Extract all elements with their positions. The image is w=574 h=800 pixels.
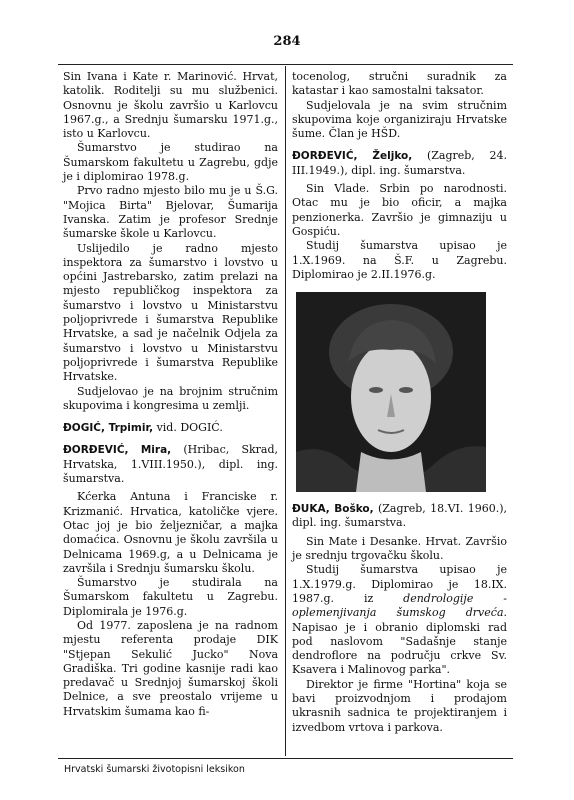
header-rule <box>58 64 513 65</box>
paragraph: Studij šumarstva upisao je 1.X.1969. na Š.F. u Zagrebu. Diplomirao je 2.II.1976.g. <box>292 239 507 281</box>
paragraph: Direktor je firme "Hortina" koja se bavi proizvodnjom i prodajom ukrasnih sadnica te projektiranjem i izvedbom vrtova i parkova. <box>292 677 507 734</box>
entry-name: ĐORĐEVIĆ, Željko, <box>292 150 413 163</box>
paragraph: Sudjelovala je na svim stručnim skupovima koje organiziraju Hrvatske šume. Član je HŠD. <box>292 98 507 141</box>
paragraph: Šumarstvo je studirao na Šumarskom fakultetu u Zagrebu, gdje je i diplomirao 1978.g. <box>63 141 278 184</box>
paragraph: Sin Mate i Desanke. Hrvat. Završio je srednju trgovačku školu. <box>292 534 507 563</box>
footer-rule <box>58 758 513 759</box>
right-column <box>292 70 507 735</box>
entry-name: ĐOGIĆ, Trpimir, <box>63 422 154 435</box>
paragraph: Od 1977. zaposlena je na radnom mjestu referenta prodaje DIK "Stjepan Sekulić Jucko" Nova Gradiška. Tri godine kasnije radi kao predavač u Srednjoj šumarskoj školi Delnice, a sve preostalo vrijeme u Hrvatskim šumama kao fi- <box>63 618 278 718</box>
paragraph <box>292 563 507 677</box>
paragraph-part: . Napisao je i obranio diplomski rad pod naslovom "Sadašnje stanje dendroflore na području crkve Sv. Ksavera i Malinovog parka". <box>292 606 507 677</box>
paragraph: Kćerka Antuna i Franciske r. Krizmanić. Hrvatica, katoličke vjere. Otac joj je bio željezničar, a majka domaćica. Osnovnu je školu završila u Delnicama 1969.g, a u Delnicama je završila i Srednju šumarsku školu. <box>63 490 278 575</box>
paragraph: tocenolog, stručni suradnik za katastar i kao samostalni taksator. <box>292 70 507 98</box>
paragraph: Uslijedilo je radno mjesto inspektora za šumarstvo i lovstvo u općini Jastrebarsko, zatim prelazi na mjesto republičkog inspektora za šumarstvo i lovstvo u Ministarstvu poljoprivrede i šumarstva Republike Hrvatske, a sad je načelnik Odjela za šumarstvo i lovstvo u Ministarstvu poljoprivrede i šumarstva Republike Hrvatske. <box>63 241 278 384</box>
entry-zeljko <box>292 149 507 178</box>
thesis-subject: dendrologije - oplemenjivanja šumskog drveća <box>292 591 507 620</box>
entry-text: (Zagreb, 24. III.1949.), dipl. ing. šumarstva. <box>292 149 508 177</box>
footer-text: Hrvatski šumarski životopisni leksikon <box>64 764 245 775</box>
portrait-photo <box>296 292 486 492</box>
paragraph: Sudjelovao je na brojnim stručnim skupovima i kongresima u zemlji. <box>63 384 278 412</box>
paragraph: Sin Ivana i Kate r. Marinović. Hrvat, katolik. Roditelji su mu službenici. Osnovnu je školu završio u Karlovcu 1967.g., a Srednju šumarsku 1971.g., isto u Karlovcu. <box>63 70 278 141</box>
paragraph: Šumarstvo je studirala na Šumarskom fakultetu u Zagrebu. Diplomirala je 1976.g. <box>63 576 278 618</box>
entry-name: ĐUKA, Boško, <box>292 503 374 516</box>
paragraph: Sin Vlade. Srbin po narodnosti. Otac mu je bio oficir, a majka penzionerka. Završio je gimnaziju u Gospiću. <box>292 182 507 238</box>
entry-text: vid. DOGIĆ. <box>153 421 223 435</box>
entry-name: ĐORĐEVIĆ, Mira, <box>63 444 172 457</box>
paragraph-part: Studij šumarstva upisao je 1.X.1979.g. Diplomirao je 18.IX. 1987.g. iz <box>292 563 507 605</box>
entry-text: (Zagreb, 18.VI. 1960.), dipl. ing. šumarstva. <box>292 502 507 530</box>
entry-text: (Hribac, Skrad, Hrvatska, 1.VIII.1950.), dipl. ing. šumarstva. <box>63 443 278 486</box>
paragraph: Prvo radno mjesto bilo mu je u Š.G. "Mojica Birta" Bjelovar, Šumarija Ivanska. Zatim je profesor Srednje šumarske škole u Karlovcu. <box>63 184 278 241</box>
entry-duka <box>292 502 507 531</box>
entry-dogic <box>63 421 278 435</box>
column-divider <box>285 66 286 756</box>
entry-mira <box>63 443 278 486</box>
left-column <box>63 70 278 719</box>
page-number: 284 <box>273 34 301 49</box>
